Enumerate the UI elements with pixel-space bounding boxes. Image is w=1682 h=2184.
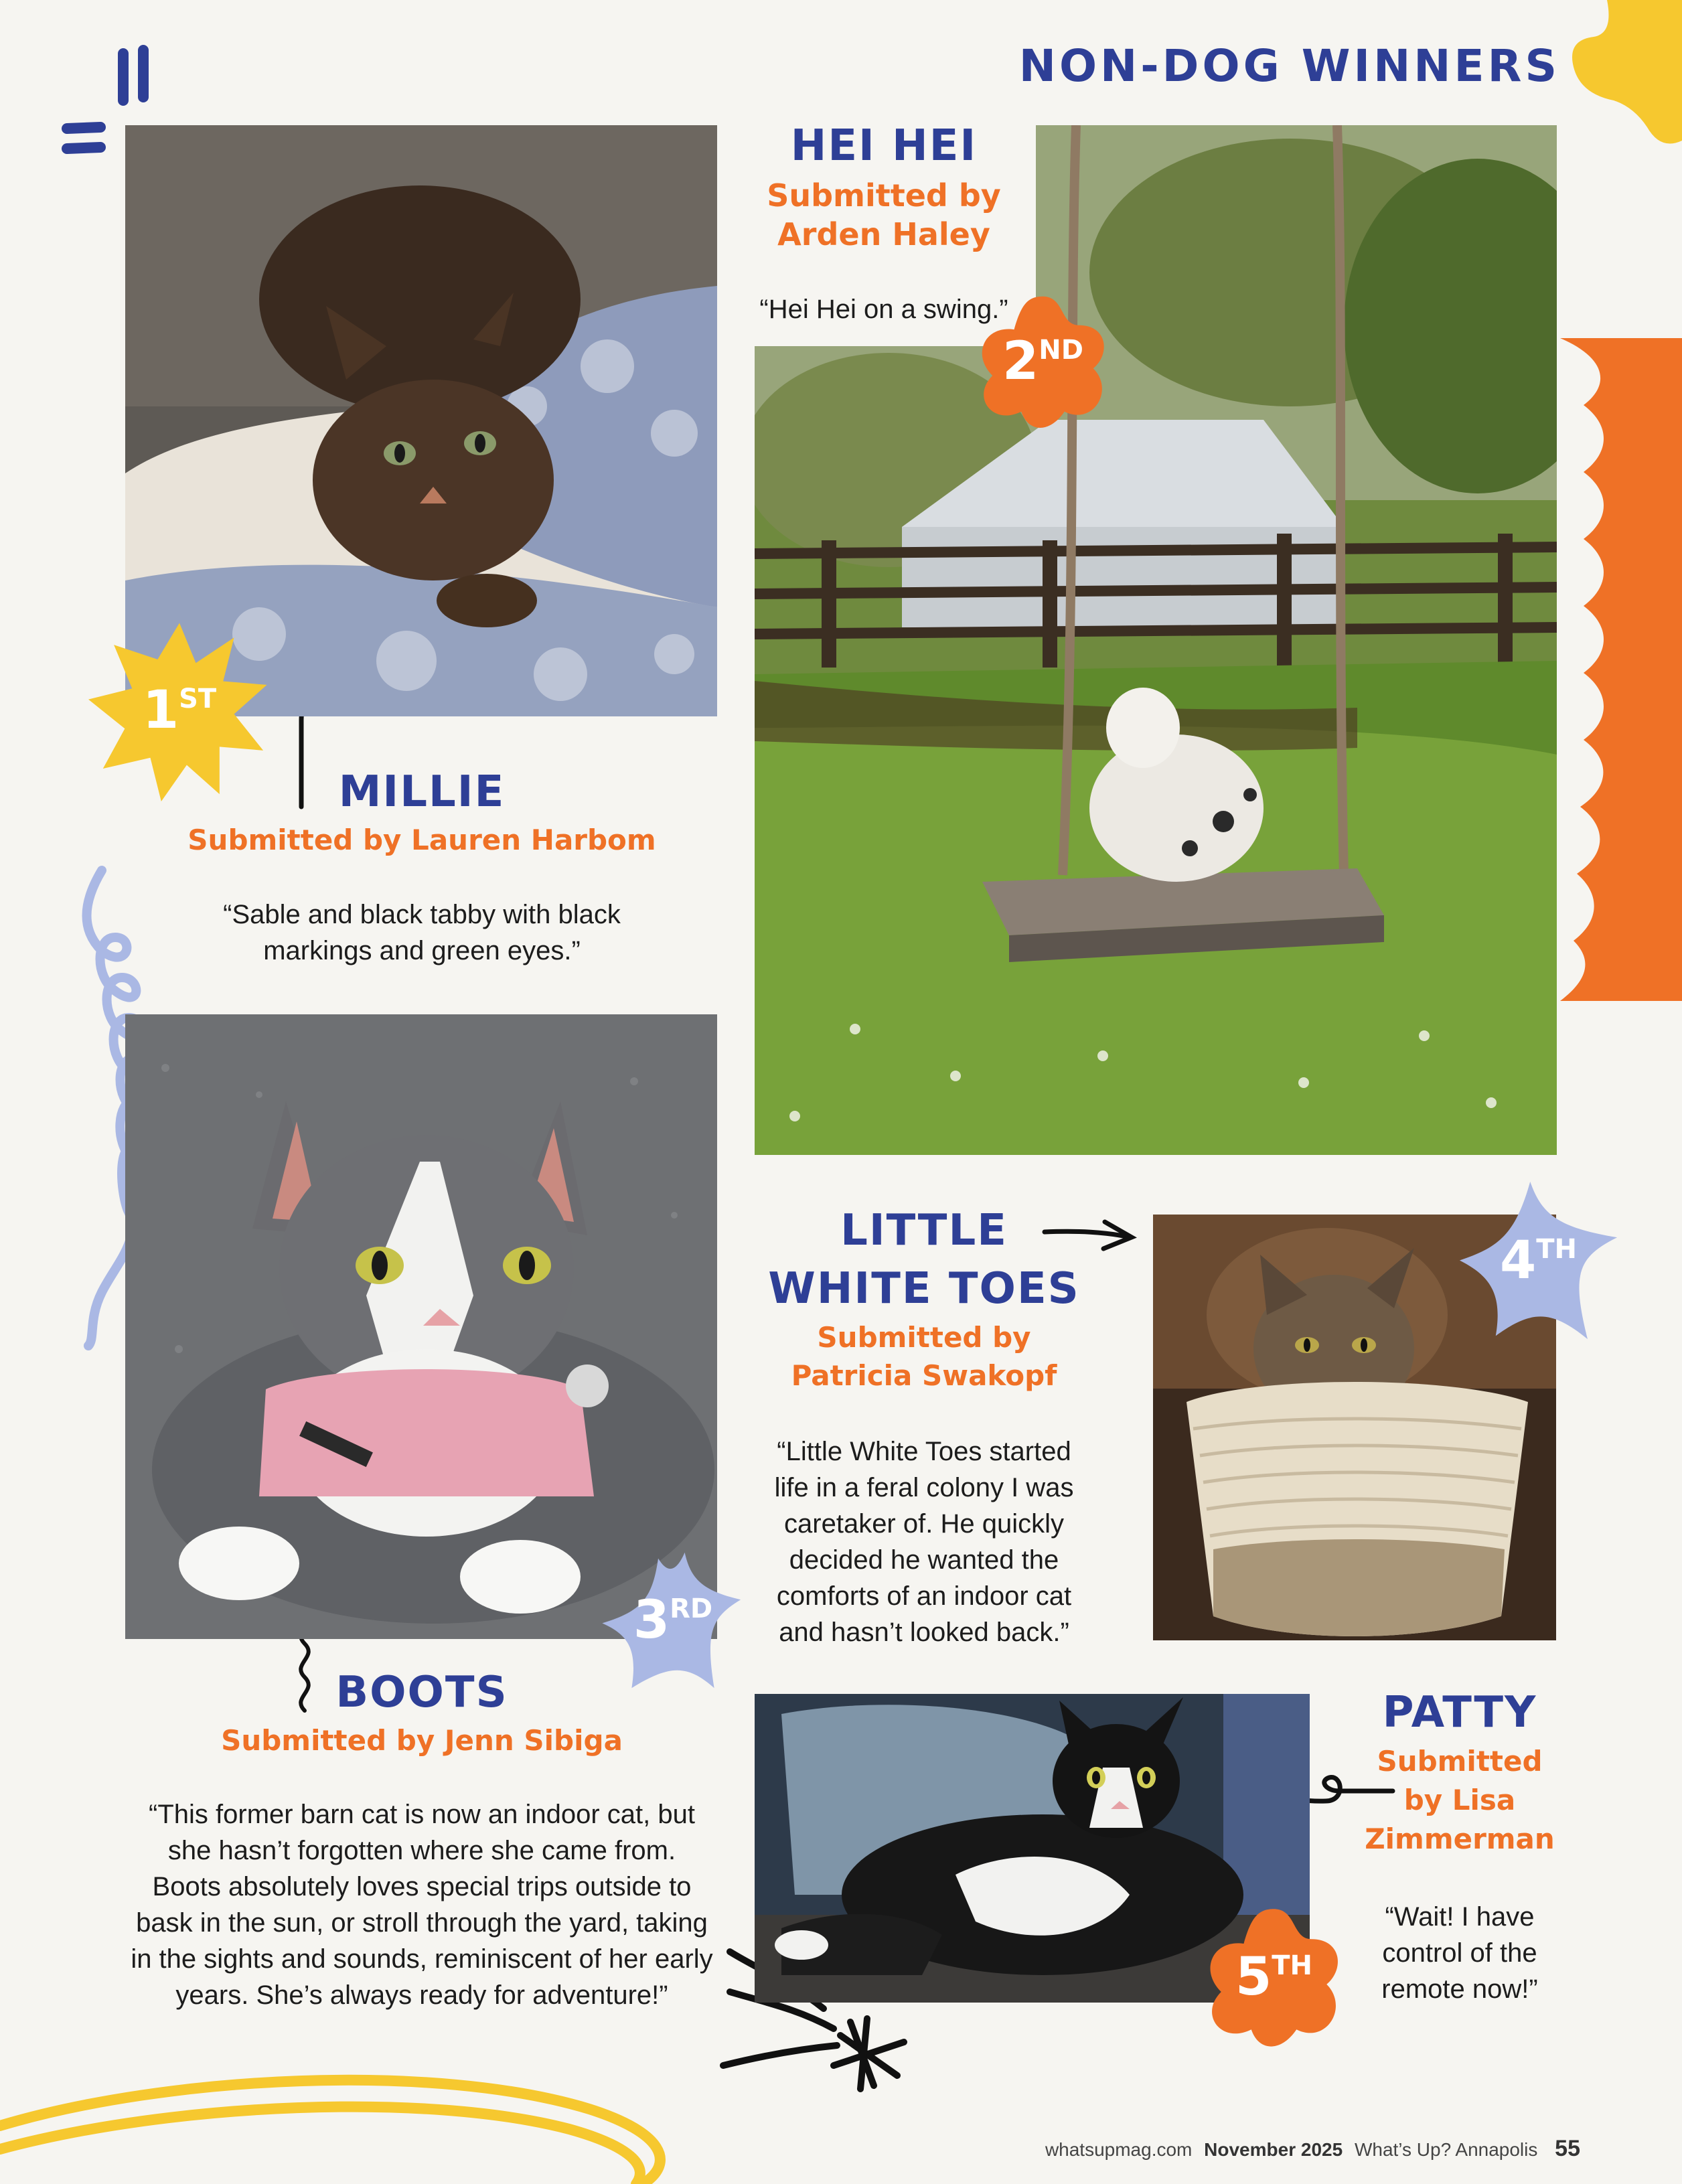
submitted-by-boots: Submitted by Jenn Sibiga	[221, 1724, 623, 1757]
place-badge-4th	[1456, 1178, 1620, 1342]
place-badge-5th	[1199, 1901, 1349, 2052]
quote-line: “Wait! I have	[1385, 1902, 1535, 1932]
quote-line: in the sights and sounds, reminiscent of her early	[131, 1944, 713, 1974]
footer-publication: What’s Up? Annapolis	[1354, 2139, 1538, 2160]
footer-issue: November 2025	[1204, 2139, 1343, 2160]
place-badge-3rd	[589, 1547, 757, 1694]
winner-name-millie: MILLIE	[338, 767, 506, 817]
winner-name-boots: BOOTS	[335, 1668, 508, 1717]
quote-line: she hasn’t forgotten where she came from.	[167, 1836, 676, 1865]
quote-line: caretaker of. He quickly	[784, 1509, 1064, 1539]
quote-hei-hei: “Hei Hei on a swing.”	[759, 295, 1008, 324]
place-badge-1st	[88, 619, 271, 801]
quote-line: and hasn’t looked back.”	[779, 1618, 1069, 1647]
winner-name-little-white-toes-line1: LITTLE	[840, 1206, 1008, 1255]
submitted-by-hei-hei-line1: Submitted by	[767, 177, 1001, 214]
submitted-by-little-white-toes-line2: Patricia Swakopf	[791, 1359, 1057, 1392]
place-suffix: TH	[1272, 1950, 1313, 1981]
boots-photo	[125, 1014, 717, 1639]
quote-line: comforts of an indoor cat	[776, 1581, 1072, 1611]
submitted-by-patty-line2: by Lisa	[1403, 1784, 1516, 1816]
quote-line: life in a feral colony I was	[774, 1473, 1074, 1502]
page-footer	[911, 2136, 1580, 2162]
winner-name-hei-hei: HEI HEI	[790, 121, 978, 171]
winner-name-patty: PATTY	[1382, 1688, 1537, 1737]
quote-line: markings and green eyes.”	[263, 936, 581, 965]
quote-line: “This former barn cat is now an indoor cat, but	[149, 1800, 695, 1829]
place-number: 4	[1499, 1230, 1537, 1291]
submitted-by-patty-line3: Zimmerman	[1365, 1822, 1555, 1855]
quote-line: bask in the sun, or stroll through the yard, taking	[136, 1908, 708, 1938]
page-number: 55	[1555, 2136, 1580, 2161]
quote-line: control of the	[1382, 1938, 1537, 1968]
yellow-blob-top-right	[1567, 0, 1682, 147]
arrow-little-white-toes	[1038, 1212, 1138, 1259]
place-number: 3	[633, 1590, 670, 1650]
place-number: 2	[1002, 331, 1039, 392]
quote-line: “Sable and black tabby with black	[223, 900, 621, 929]
submitted-by-millie: Submitted by Lauren Harbom	[187, 824, 656, 856]
quote-line: years. She’s always ready for adventure!”	[175, 1980, 668, 2010]
submitted-by-little-white-toes-line1: Submitted by	[817, 1321, 1031, 1354]
submitted-by-hei-hei-line2: Arden Haley	[777, 216, 990, 252]
place-suffix: ND	[1039, 334, 1083, 366]
yellow-swoosh-bottom	[0, 2062, 690, 2184]
footer-site: whatsupmag.com	[1045, 2139, 1193, 2160]
place-number: 1	[142, 680, 179, 740]
place-suffix: ST	[179, 684, 217, 714]
hei-hei-photo	[755, 121, 1557, 1155]
section-title: NON-DOG WINNERS	[1018, 40, 1560, 92]
orange-scallop-edge	[1547, 338, 1682, 1001]
submitted-by-patty-line1: Submitted	[1377, 1745, 1543, 1778]
quote-line: remote now!”	[1381, 1974, 1538, 2004]
quote-line: decided he wanted the	[789, 1545, 1059, 1575]
quote-line: “Little White Toes started	[777, 1437, 1071, 1466]
place-suffix: TH	[1536, 1233, 1578, 1265]
place-number: 5	[1235, 1946, 1272, 2007]
place-suffix: RD	[670, 1593, 713, 1624]
quote-line: Boots absolutely loves special trips outside to	[152, 1872, 692, 1901]
winner-name-little-white-toes-line2: WHITE TOES	[768, 1264, 1080, 1314]
